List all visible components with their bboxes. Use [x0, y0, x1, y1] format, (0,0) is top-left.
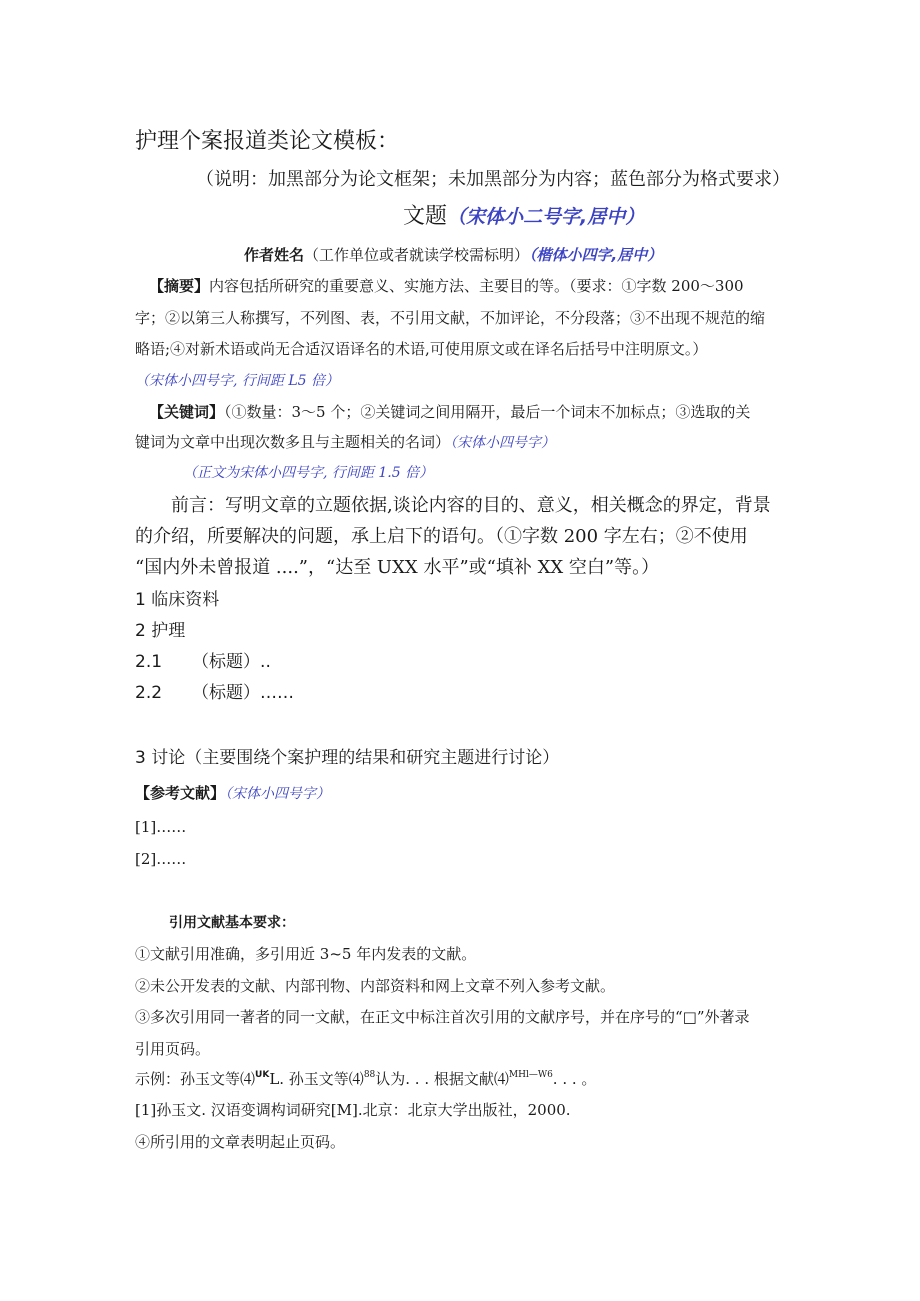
- citation-rule-3-line-1: ③多次引用同一著者的同一文献，在正文中标注首次引用的文献序号，并在序号的“□”外著录: [135, 1008, 750, 1026]
- citation-example-sup-1: UK: [255, 1070, 270, 1080]
- section-nursing: 2 护理: [135, 621, 186, 641]
- citation-example-part-b: L. 孙玉文等⑷: [269, 1070, 364, 1088]
- author-format-note: （楷体小四字,居中）: [529, 246, 663, 264]
- citation-requirements-heading: 引用文献基本要求：: [169, 915, 295, 931]
- title-format-note: （宋体小二号字,居中）: [447, 206, 645, 228]
- paper-title-line: [403, 199, 644, 230]
- references-format-note: （宋体小四号字）: [225, 786, 331, 802]
- citation-example-sup-2: 88: [363, 1070, 376, 1080]
- reference-1: [1]……: [135, 818, 187, 836]
- keywords-text-1: （①数量：3～5 个；②关键词之间用隔开，最后一个词末不加标点；③选取的关: [224, 403, 751, 421]
- author-name: 作者姓名: [244, 246, 305, 264]
- section-discussion: 3 讨论（主要围绕个案护理的结果和研究主题进行讨论）: [135, 748, 560, 768]
- author-affiliation: （工作单位或者就读学校需标明）: [304, 246, 530, 264]
- paper-title: 文题: [403, 204, 448, 229]
- citation-rule-1: ①文献引用准确，多引用近 3~5 年内发表的文献。: [135, 945, 477, 963]
- citation-rule-2: ②未公开发表的文献、内部刊物、内部资料和网上文章不列入参考文献。: [135, 977, 616, 995]
- citation-reference-example: [1]孙玉文. 汉语变调构词研究[M].北京：北京大学出版社，2000.: [135, 1101, 571, 1119]
- preface-line-1: 前言：写明文章的立题依据,谈论内容的目的、意义，相关概念的界定，背景: [171, 495, 771, 516]
- explanation-note: （说明：加黑部分为论文框架；未加黑部分为内容；蓝色部分为格式要求）: [196, 169, 790, 190]
- keywords-line-1: [149, 401, 750, 422]
- preface-line-2: 的介绍，所要解决的问题，承上启下的语句。（①字数 200 字左右；②不使用: [135, 526, 748, 547]
- citation-example-sup-3: MHl—W6: [508, 1070, 553, 1080]
- subsection-2-1-title: （标题）..: [192, 652, 271, 672]
- citation-example: [135, 1068, 596, 1089]
- author-line: [244, 244, 662, 265]
- subsection-2-2: [135, 678, 294, 703]
- references-heading: [135, 782, 330, 803]
- subsection-2-1-number: 2.1: [135, 652, 163, 672]
- subsection-2-2-number: 2.2: [135, 683, 163, 703]
- abstract-line-2: 字；②以第三人称撰写，不列图、表，不引用文献，不加评论，不分段落；③不出现不规范的缩: [135, 309, 766, 327]
- reference-2: [2]……: [135, 850, 187, 868]
- subsection-2-1: [135, 647, 271, 672]
- keywords-line-2: [135, 431, 555, 452]
- keywords-label: 【关键词】: [149, 403, 225, 421]
- citation-example-part-d: . . . 。: [552, 1070, 597, 1088]
- abstract-format-note: （宋体小四号字, 行间距 L5 倍）: [135, 373, 340, 389]
- preface-line-3: “国内外未曾报道 ....”，“达至 UXX 水平”或“填补 XX 空白”等。）: [135, 557, 660, 578]
- citation-example-part-c: 认为. . . 根据文献⑷: [375, 1070, 509, 1088]
- keywords-format-note: （宋体小四号字）: [450, 435, 556, 451]
- citation-rule-3-line-2: 引用页码。: [135, 1040, 211, 1058]
- template-heading: 护理个案报道类论文模板：: [135, 129, 400, 154]
- abstract-line-1: [149, 275, 744, 296]
- abstract-text-1: 内容包括所研究的重要意义、实施方法、主要目的等。（要求：①字数 200～300: [209, 277, 744, 295]
- subsection-2-2-title: （标题）……: [192, 683, 295, 703]
- body-format-note: （正文为宋体小四号字, 行间距 1.5 倍）: [183, 465, 434, 481]
- section-clinical-data: 1 临床资料: [135, 590, 220, 610]
- citation-example-part-a: 示例：孙玉文等⑷: [135, 1070, 256, 1088]
- keywords-text-2: 键词为文章中出现次数多且与主题相关的名词）: [135, 433, 451, 451]
- citation-rule-4: ④所引用的文章表明起止页码。: [135, 1133, 346, 1151]
- abstract-line-3: 略语;④对新术语或尚无合适汉语译名的术语,可使用原文或在译名后括号中注明原文。）: [135, 340, 708, 358]
- abstract-label: 【摘要】: [149, 277, 210, 295]
- references-label: 【参考文献】: [135, 784, 226, 802]
